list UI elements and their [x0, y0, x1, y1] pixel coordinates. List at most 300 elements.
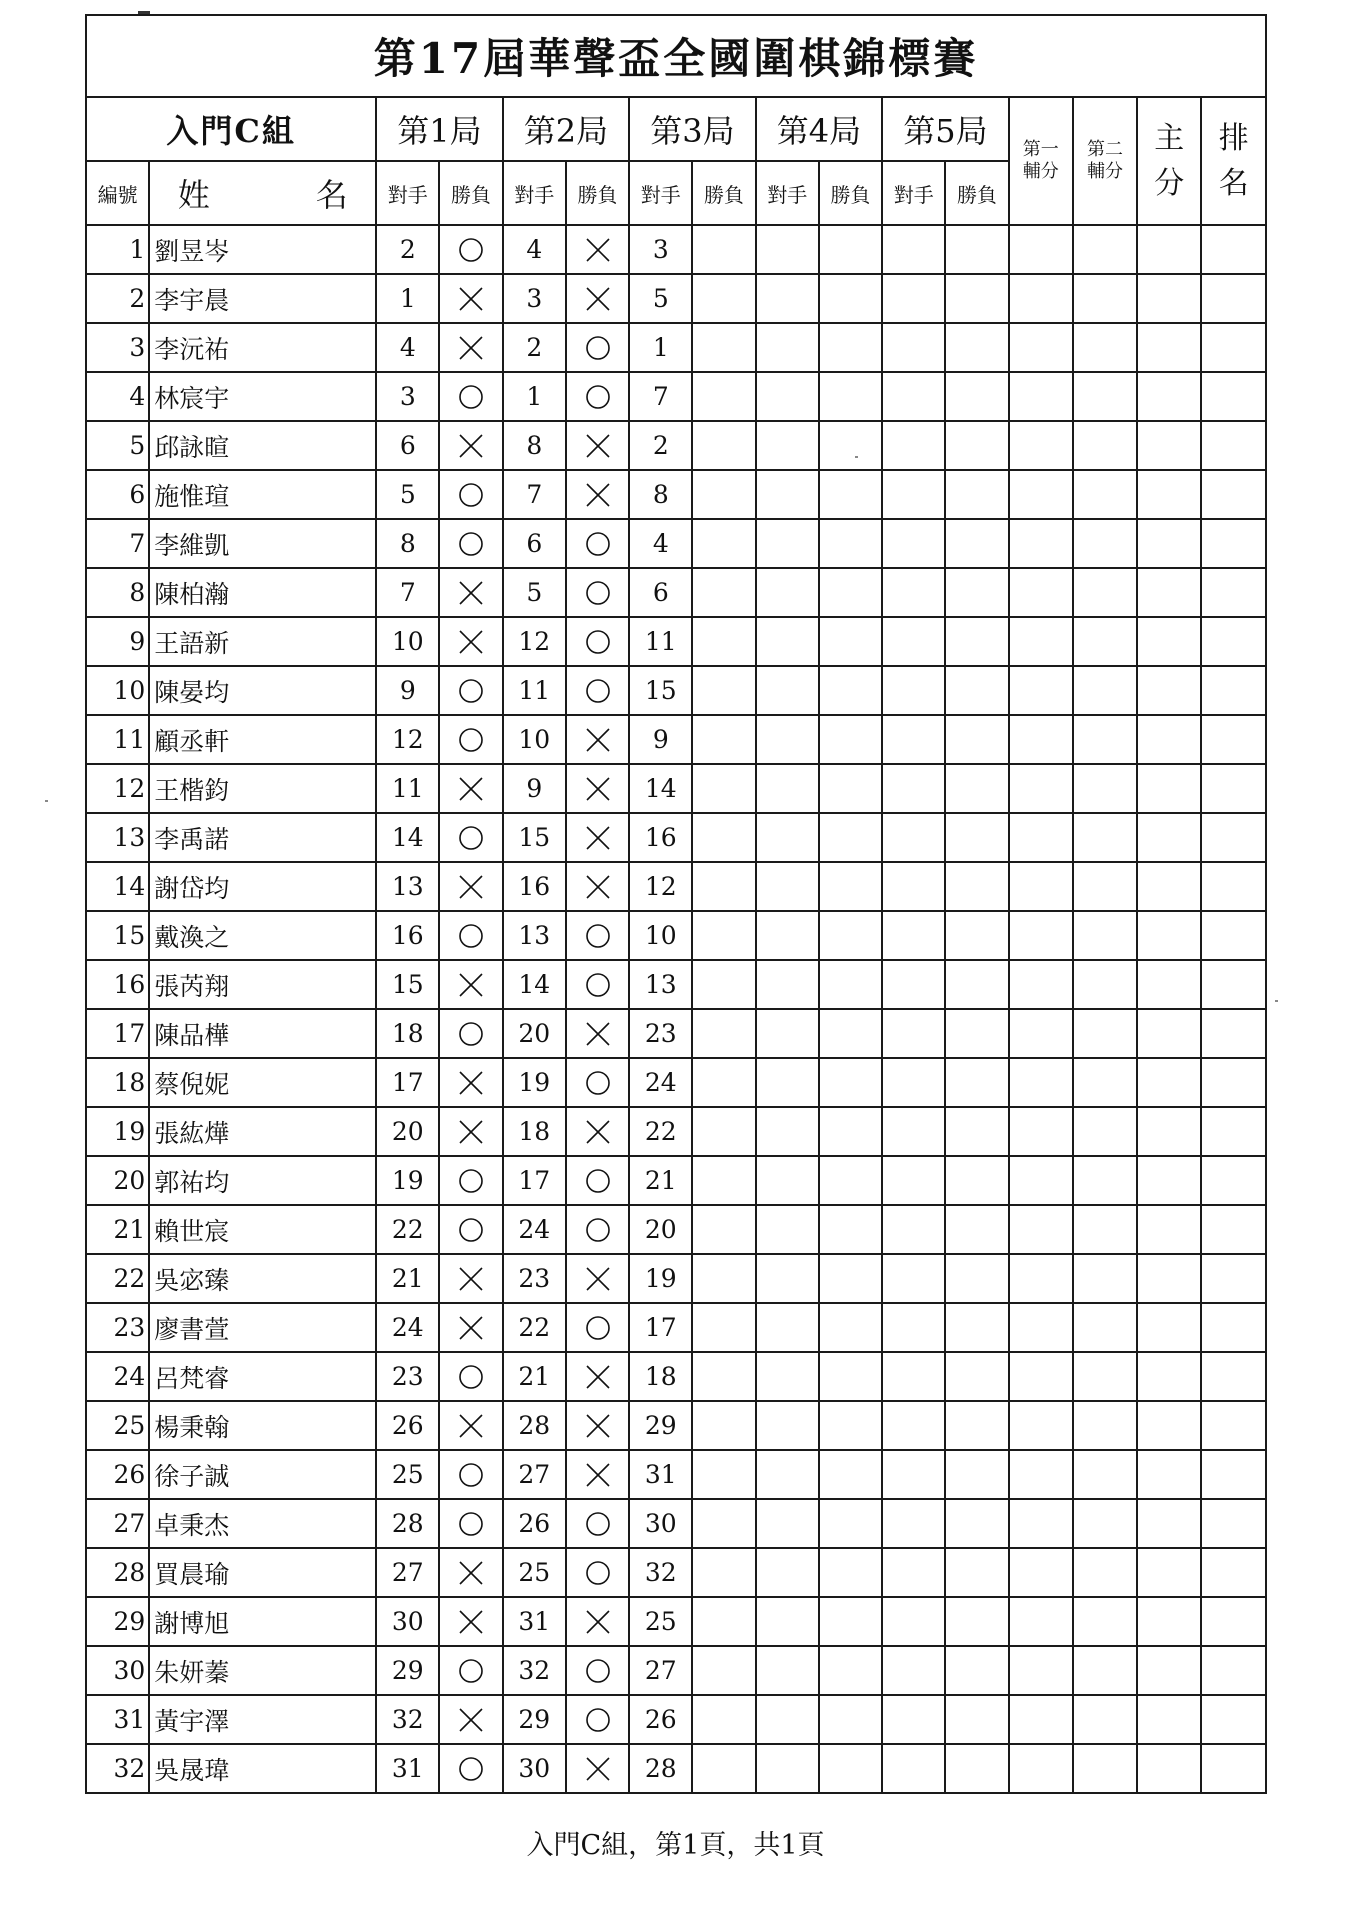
round-1-opponent: 19 — [376, 1156, 439, 1205]
round-5-result — [945, 1548, 1008, 1597]
table-row — [86, 1009, 1266, 1058]
main-score-cell — [1137, 862, 1201, 911]
round-1-result — [439, 519, 502, 568]
tiebreak-1-cell — [1009, 1156, 1073, 1205]
rank-cell — [1201, 1303, 1266, 1352]
round-3-opponent: 28 — [629, 1744, 692, 1793]
tiebreak-2-cell — [1073, 960, 1137, 1009]
tiebreak-2-cell — [1073, 715, 1137, 764]
round-3-result — [692, 372, 755, 421]
table-row — [86, 960, 1266, 1009]
round-1-result — [439, 960, 502, 1009]
rank-cell — [1201, 1156, 1266, 1205]
tiebreak-2-cell — [1073, 1205, 1137, 1254]
round-2-result — [566, 568, 629, 617]
round-5-result — [945, 1450, 1008, 1499]
round-4-result — [819, 225, 882, 274]
tiebreak-1-cell — [1009, 764, 1073, 813]
player-name: 賴世宸 — [149, 1205, 376, 1254]
loss-cross-icon — [583, 774, 613, 804]
round-4-opponent — [756, 323, 819, 372]
r4-opponent-header: 對手 — [756, 161, 819, 225]
round-2-result — [566, 1548, 629, 1597]
main-score-cell — [1137, 764, 1201, 813]
loss-cross-icon — [583, 1019, 613, 1049]
round-1-opponent: 14 — [376, 813, 439, 862]
round-2-opponent: 24 — [503, 1205, 566, 1254]
player-name: 卓秉杰 — [149, 1499, 376, 1548]
round-5-header: 第5局 — [882, 97, 1009, 161]
tiebreak-2-cell — [1073, 1058, 1137, 1107]
round-3-opponent: 13 — [629, 960, 692, 1009]
win-circle-icon — [456, 235, 486, 265]
round-1-result — [439, 764, 502, 813]
round-4-opponent — [756, 421, 819, 470]
round-4-opponent — [756, 1352, 819, 1401]
main-score-cell — [1137, 372, 1201, 421]
player-id: 7 — [86, 519, 149, 568]
round-1-opponent: 17 — [376, 1058, 439, 1107]
tiebreak-2-cell — [1073, 1499, 1137, 1548]
player-name: 吳宓臻 — [149, 1254, 376, 1303]
player-id: 21 — [86, 1205, 149, 1254]
player-name: 徐子誠 — [149, 1450, 376, 1499]
round-2-result — [566, 1499, 629, 1548]
rank-cell — [1201, 1548, 1266, 1597]
tiebreak-2-cell — [1073, 911, 1137, 960]
round-4-result — [819, 470, 882, 519]
round-5-opponent — [882, 1450, 945, 1499]
main-score-cell — [1137, 1303, 1201, 1352]
round-4-opponent — [756, 1303, 819, 1352]
player-id: 14 — [86, 862, 149, 911]
page-footer: 入門C組，第1頁，共1頁 — [526, 1830, 825, 1861]
round-2-opponent: 15 — [503, 813, 566, 862]
win-circle-icon — [456, 725, 486, 755]
round-3-opponent: 21 — [629, 1156, 692, 1205]
r5-result-header: 勝負 — [945, 161, 1008, 225]
round-2-opponent: 20 — [503, 1009, 566, 1058]
round-4-opponent — [756, 813, 819, 862]
round-2-opponent: 9 — [503, 764, 566, 813]
table-row — [86, 617, 1266, 666]
round-4-opponent — [756, 1254, 819, 1303]
tiebreak-2-cell — [1073, 1548, 1137, 1597]
player-id: 32 — [86, 1744, 149, 1793]
player-name: 林宸宇 — [149, 372, 376, 421]
rank-cell — [1201, 470, 1266, 519]
round-5-result — [945, 470, 1008, 519]
round-1-result — [439, 911, 502, 960]
round-1-result — [439, 1695, 502, 1744]
round-3-result — [692, 323, 755, 372]
player-id: 19 — [86, 1107, 149, 1156]
player-id: 2 — [86, 274, 149, 323]
main-score-cell — [1137, 1450, 1201, 1499]
round-1-result — [439, 1156, 502, 1205]
round-2-result — [566, 1401, 629, 1450]
rank-header — [1201, 97, 1266, 225]
loss-cross-icon — [583, 823, 613, 853]
tiebreak-1-header — [1009, 97, 1073, 225]
tiebreak-1-cell — [1009, 1058, 1073, 1107]
tiebreak-2-cell — [1073, 1352, 1137, 1401]
round-2-result — [566, 1058, 629, 1107]
round-3-opponent: 22 — [629, 1107, 692, 1156]
round-4-result — [819, 1646, 882, 1695]
round-3-opponent: 20 — [629, 1205, 692, 1254]
round-1-opponent: 5 — [376, 470, 439, 519]
round-5-result — [945, 960, 1008, 1009]
round-5-result — [945, 372, 1008, 421]
player-name: 王楷鈞 — [149, 764, 376, 813]
round-1-opponent: 1 — [376, 274, 439, 323]
tiebreak-2-cell — [1073, 1009, 1137, 1058]
main-score-cell — [1137, 1499, 1201, 1548]
rank-cell — [1201, 1499, 1266, 1548]
round-5-opponent — [882, 225, 945, 274]
round-5-result — [945, 862, 1008, 911]
round-4-opponent — [756, 1205, 819, 1254]
round-5-result — [945, 1744, 1008, 1793]
round-2-result — [566, 470, 629, 519]
tiebreak-1-cell — [1009, 813, 1073, 862]
win-circle-icon — [456, 1754, 486, 1784]
loss-cross-icon — [456, 774, 486, 804]
round-1-result — [439, 715, 502, 764]
round-4-result — [819, 1156, 882, 1205]
rank-cell — [1201, 421, 1266, 470]
player-name: 謝岱均 — [149, 862, 376, 911]
round-4-result — [819, 862, 882, 911]
tiebreak-2-cell — [1073, 813, 1137, 862]
win-circle-icon — [583, 970, 613, 1000]
loss-cross-icon — [456, 284, 486, 314]
main-score-cell — [1137, 1156, 1201, 1205]
round-4-opponent — [756, 1009, 819, 1058]
player-name: 陳晏均 — [149, 666, 376, 715]
main-score-cell — [1137, 1058, 1201, 1107]
round-3-result — [692, 1646, 755, 1695]
round-5-result — [945, 274, 1008, 323]
tiebreak-2-header — [1073, 97, 1137, 225]
round-2-opponent: 22 — [503, 1303, 566, 1352]
round-4-result — [819, 323, 882, 372]
round-5-result — [945, 617, 1008, 666]
rank-cell — [1201, 813, 1266, 862]
round-3-opponent: 3 — [629, 225, 692, 274]
round-1-opponent: 32 — [376, 1695, 439, 1744]
rank-cell — [1201, 519, 1266, 568]
loss-cross-icon — [583, 1264, 613, 1294]
main-score-cell — [1137, 813, 1201, 862]
round-2-result — [566, 666, 629, 715]
win-circle-icon — [456, 1019, 486, 1049]
loss-cross-icon — [456, 1117, 486, 1147]
round-1-result — [439, 1744, 502, 1793]
tiebreak-1-cell — [1009, 1107, 1073, 1156]
round-3-opponent: 1 — [629, 323, 692, 372]
table-row — [86, 1548, 1266, 1597]
player-name: 吳晟瑋 — [149, 1744, 376, 1793]
round-4-opponent — [756, 1597, 819, 1646]
round-4-result — [819, 372, 882, 421]
r5-opponent-header: 對手 — [882, 161, 945, 225]
round-5-opponent — [882, 862, 945, 911]
player-id: 13 — [86, 813, 149, 862]
round-2-opponent: 6 — [503, 519, 566, 568]
loss-cross-icon — [456, 872, 486, 902]
player-id: 27 — [86, 1499, 149, 1548]
tiebreak-1-cell — [1009, 274, 1073, 323]
player-name: 朱妍蓁 — [149, 1646, 376, 1695]
loss-cross-icon — [456, 1607, 486, 1637]
rank-cell — [1201, 617, 1266, 666]
player-id: 31 — [86, 1695, 149, 1744]
round-3-result — [692, 1744, 755, 1793]
r4-result-header: 勝負 — [819, 161, 882, 225]
round-5-result — [945, 1401, 1008, 1450]
tiebreak-2-cell — [1073, 1401, 1137, 1450]
table-row — [86, 470, 1266, 519]
round-3-result — [692, 1695, 755, 1744]
round-1-opponent: 31 — [376, 1744, 439, 1793]
player-id: 6 — [86, 470, 149, 519]
main-score-cell — [1137, 1695, 1201, 1744]
round-1-opponent: 12 — [376, 715, 439, 764]
tiebreak-1-cell — [1009, 1695, 1073, 1744]
main-score-cell — [1137, 1548, 1201, 1597]
tiebreak-1-cell — [1009, 1401, 1073, 1450]
round-3-result — [692, 1156, 755, 1205]
round-1-opponent: 18 — [376, 1009, 439, 1058]
tiebreak-2-cell — [1073, 323, 1137, 372]
round-4-opponent — [756, 470, 819, 519]
table-row — [86, 1352, 1266, 1401]
round-5-result — [945, 1597, 1008, 1646]
r3-opponent-header: 對手 — [629, 161, 692, 225]
win-circle-icon — [583, 333, 613, 363]
table-row — [86, 1597, 1266, 1646]
round-4-opponent — [756, 1058, 819, 1107]
round-2-opponent: 1 — [503, 372, 566, 421]
main-score-cell — [1137, 617, 1201, 666]
player-name: 蔡倪妮 — [149, 1058, 376, 1107]
main-score-cell — [1137, 1401, 1201, 1450]
table-row — [86, 911, 1266, 960]
round-1-opponent: 10 — [376, 617, 439, 666]
round-2-result — [566, 960, 629, 1009]
table-row — [86, 1401, 1266, 1450]
round-3-opponent: 2 — [629, 421, 692, 470]
tiebreak-1-header-line1: 第一 — [1022, 138, 1059, 160]
rank-cell — [1201, 1401, 1266, 1450]
win-circle-icon — [583, 627, 613, 657]
player-id: 30 — [86, 1646, 149, 1695]
tiebreak-1-cell — [1009, 519, 1073, 568]
tiebreak-1-cell — [1009, 1205, 1073, 1254]
round-3-result — [692, 1499, 755, 1548]
tiebreak-1-cell — [1009, 862, 1073, 911]
player-id: 25 — [86, 1401, 149, 1450]
round-5-opponent — [882, 421, 945, 470]
loss-cross-icon — [583, 1460, 613, 1490]
round-5-result — [945, 813, 1008, 862]
tiebreak-1-cell — [1009, 225, 1073, 274]
main-score-cell — [1137, 274, 1201, 323]
win-circle-icon — [456, 1460, 486, 1490]
round-1-result — [439, 470, 502, 519]
round-3-result — [692, 568, 755, 617]
round-2-result — [566, 274, 629, 323]
round-3-result — [692, 1107, 755, 1156]
round-4-opponent — [756, 666, 819, 715]
round-5-opponent — [882, 470, 945, 519]
player-name: 施惟瑄 — [149, 470, 376, 519]
round-1-result — [439, 1107, 502, 1156]
rank-cell — [1201, 764, 1266, 813]
round-4-opponent — [756, 519, 819, 568]
round-4-result — [819, 274, 882, 323]
win-circle-icon — [456, 529, 486, 559]
round-3-opponent: 32 — [629, 1548, 692, 1597]
name-header-char-1: 姓 — [177, 176, 210, 214]
round-3-opponent: 17 — [629, 1303, 692, 1352]
round-2-opponent: 31 — [503, 1597, 566, 1646]
round-5-opponent — [882, 813, 945, 862]
rank-cell — [1201, 911, 1266, 960]
round-1-result — [439, 666, 502, 715]
tiebreak-2-cell — [1073, 764, 1137, 813]
main-score-cell — [1137, 519, 1201, 568]
round-3-opponent: 6 — [629, 568, 692, 617]
table-row — [86, 568, 1266, 617]
round-3-result — [692, 1597, 755, 1646]
round-5-opponent — [882, 715, 945, 764]
table-row — [86, 372, 1266, 421]
round-4-result — [819, 960, 882, 1009]
round-1-result — [439, 617, 502, 666]
tiebreak-2-cell — [1073, 1156, 1137, 1205]
round-3-opponent: 16 — [629, 813, 692, 862]
loss-cross-icon — [583, 1362, 613, 1392]
loss-cross-icon — [583, 725, 613, 755]
round-5-result — [945, 1058, 1008, 1107]
round-3-opponent: 9 — [629, 715, 692, 764]
round-4-result — [819, 764, 882, 813]
rank-cell — [1201, 274, 1266, 323]
table-row — [86, 225, 1266, 274]
round-3-result — [692, 274, 755, 323]
player-name: 陳柏瀚 — [149, 568, 376, 617]
round-5-opponent — [882, 617, 945, 666]
round-1-opponent: 8 — [376, 519, 439, 568]
round-4-result — [819, 1401, 882, 1450]
name-header-char-2: 名 — [315, 176, 348, 214]
tiebreak-1-cell — [1009, 1499, 1073, 1548]
round-2-opponent: 30 — [503, 1744, 566, 1793]
round-1-opponent: 3 — [376, 372, 439, 421]
round-1-result — [439, 1499, 502, 1548]
win-circle-icon — [583, 578, 613, 608]
r3-result-header: 勝負 — [692, 161, 755, 225]
round-5-opponent — [882, 1009, 945, 1058]
rank-header-line1: 排 — [1218, 121, 1249, 156]
round-2-result — [566, 1254, 629, 1303]
rank-cell — [1201, 1107, 1266, 1156]
round-1-result — [439, 1303, 502, 1352]
round-1-opponent: 4 — [376, 323, 439, 372]
sheet-title: 第17屆華聲盃全國圍棋錦標賽 — [86, 15, 1266, 97]
tiebreak-1-cell — [1009, 617, 1073, 666]
loss-cross-icon — [583, 235, 613, 265]
round-2-result — [566, 323, 629, 372]
round-3-result — [692, 1303, 755, 1352]
win-circle-icon — [583, 1509, 613, 1539]
tiebreak-1-cell — [1009, 666, 1073, 715]
tiebreak-2-cell — [1073, 274, 1137, 323]
round-4-result — [819, 1352, 882, 1401]
round-4-result — [819, 1009, 882, 1058]
round-5-result — [945, 715, 1008, 764]
round-3-result — [692, 715, 755, 764]
win-circle-icon — [583, 1215, 613, 1245]
loss-cross-icon — [583, 284, 613, 314]
tiebreak-2-cell — [1073, 1597, 1137, 1646]
round-4-opponent — [756, 862, 819, 911]
round-2-opponent: 17 — [503, 1156, 566, 1205]
tiebreak-2-header-line1: 第二 — [1087, 138, 1124, 160]
round-3-result — [692, 960, 755, 1009]
round-4-opponent — [756, 1401, 819, 1450]
table-row — [86, 1058, 1266, 1107]
tiebreak-2-cell — [1073, 1744, 1137, 1793]
table-row — [86, 1695, 1266, 1744]
round-4-opponent — [756, 274, 819, 323]
round-5-result — [945, 1352, 1008, 1401]
round-2-opponent: 26 — [503, 1499, 566, 1548]
round-2-opponent: 29 — [503, 1695, 566, 1744]
rank-cell — [1201, 1597, 1266, 1646]
round-5-result — [945, 1303, 1008, 1352]
player-id: 1 — [86, 225, 149, 274]
round-5-result — [945, 1695, 1008, 1744]
round-4-result — [819, 1254, 882, 1303]
rank-cell — [1201, 1009, 1266, 1058]
id-header: 編號 — [86, 161, 149, 225]
win-circle-icon — [583, 676, 613, 706]
main-score-cell — [1137, 1352, 1201, 1401]
main-score-cell — [1137, 1107, 1201, 1156]
tiebreak-1-header-line2: 輔分 — [1022, 161, 1059, 182]
round-4-result — [819, 813, 882, 862]
player-name: 郭祐均 — [149, 1156, 376, 1205]
round-3-opponent: 29 — [629, 1401, 692, 1450]
tiebreak-1-cell — [1009, 911, 1073, 960]
round-2-opponent: 13 — [503, 911, 566, 960]
round-2-opponent: 18 — [503, 1107, 566, 1156]
round-1-result — [439, 323, 502, 372]
player-id: 22 — [86, 1254, 149, 1303]
loss-cross-icon — [456, 1705, 486, 1735]
round-3-result — [692, 1352, 755, 1401]
rank-cell — [1201, 1695, 1266, 1744]
round-3-result — [692, 862, 755, 911]
tiebreak-1-cell — [1009, 1352, 1073, 1401]
round-1-result — [439, 862, 502, 911]
loss-cross-icon — [456, 1313, 486, 1343]
round-2-result — [566, 813, 629, 862]
